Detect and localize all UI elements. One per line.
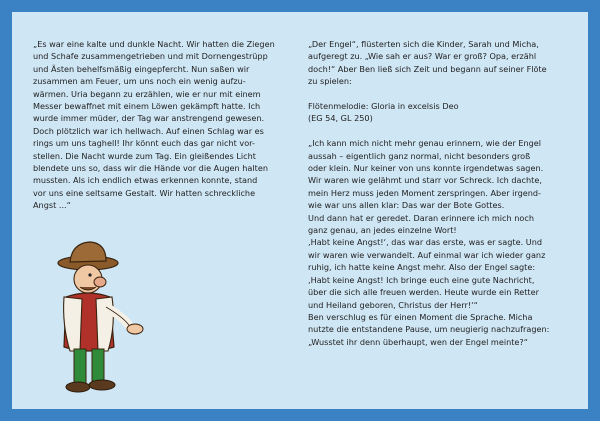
melody-reference: (EG 54, GL 250) — [308, 113, 373, 124]
story-paragraph-3: „Ich kann mich nicht mehr genau erinnern, wie der Engel aussah – eigentlich ganz normal, nicht besonders groß oder klein. Nur keiner von uns konnte irgendetwas sagen. Wir waren wie gelähmt und starr vor Schreck. Ich dachte, mein Herz muss jeden Moment zerspringen. Aber irgend- wie war uns allen klar: Das war der Bote Gottes. Und dann hat er geredet. Daran erinnere ich mich noch ganz genau, an jedes einzelne Wort! ‚Habt keine Angst!‘, das war das erste, was er sagte. Und wir waren wie verwandelt. Auf einmal war ich wieder ganz ruhig, ich hatte keine Angst mehr. Also der Engel sagte: ‚Habt keine Angst! Ich bringe euch eine gute Nachricht, über die sich alle freuen werden. Heute wurde ein Retter und Heiland geboren, Christus der Herr!‘“ Ben verschlug es für einen Moment die Sprache. Micha nutzte die entstandene Pause, um neugierig nachzufragen: „Wusstet ihr denn überhaupt, wen der Engel meinte?“ — [308, 138, 550, 347]
shepherd-figure — [40, 235, 150, 395]
melody-title: Flötenmelodie: Gloria in excelsis Deo — [308, 101, 459, 112]
right-column — [308, 38, 570, 348]
story-paragraph-1: „Es war eine kalte und dunkle Nacht. Wir hatten die Ziegen und Schafe zusammengetrieben und mit Dornengestrüpp und Ästen behelfsmäßig eingepfercht. Nun saßen wir zusammen am Feuer, um uns noch ein wenig aufzu- wärmen. Uria begann zu erzählen, wie er nur mit einem Messer bewaffnet mit einem Löwen gekämpft hatte. Ich wurde immer müder, der Tag war anstrengend gewesen. Doch plötzlich war ich hellwach. Auf einen Schlag war es rings um uns taghell! Ihr könnt euch das gar nicht vor- stellen. Die Nacht wurde zum Tag. Ein gleißendes Licht blendete uns so, dass wir die Hände vor die Augen halten mussten. Als ich endlich etwas erkennen konnte, stand vor uns eine seltsame Gestalt. Wir hatten schreckliche Angst ...“ — [33, 39, 275, 211]
left-column — [33, 38, 279, 212]
story-paragraph-2: „Der Engel“, flüsterten sich die Kinder, Sarah und Micha, aufgeregt zu. „Wie sah er aus? War er groß? Opa, erzähl doch!“ Aber Ben ließ sich Zeit und begann auf seiner Flöte zu spielen: — [308, 39, 547, 87]
